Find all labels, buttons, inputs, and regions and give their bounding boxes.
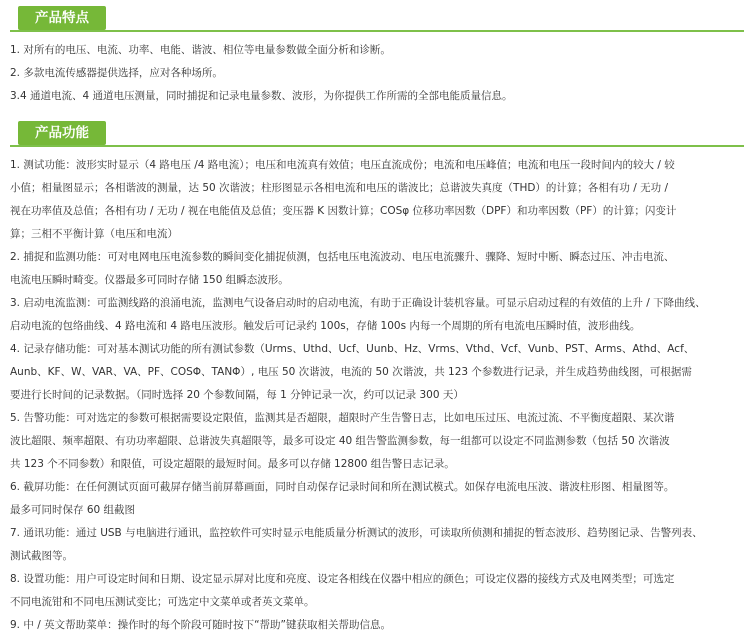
- function-line: 波比超限、频率超限、有功功率超限、总谐波失真超限等，最多可设定 40 组告警监测参数，每一组都可以设定不同监测参数（包括 50 次谐波: [10, 435, 670, 447]
- function-item-settings: [10, 568, 744, 614]
- function-line: 2. 捕捉和监测功能：可对电网电压电流参数的瞬间变化捕捉侦测，包括电压电流波动、电压电流骤升、骤降、短时中断、瞬态过压、冲击电流、: [10, 251, 675, 263]
- function-item-inrush: [10, 292, 744, 338]
- function-line: 共 123 个不同参数）和限值，可设定超限的最短时间。最多可以存储 12800 组告警日志记录。: [10, 458, 455, 470]
- functions-list: [10, 154, 744, 637]
- function-line: 4. 记录存储功能：可对基本测试功能的所有测试参数（Urms、Uthd、Ucf、Uunb、Hz、Vrms、Vthd、Vcf、Vunb、PST、Arms、Athd、Acf、: [10, 343, 695, 355]
- feature-item: 3.4 通道电流、4 通道电压测量，同时捕捉和记录电量参数、波形，为你提供工作所需的全部电能质量信息。: [10, 90, 513, 102]
- function-line: 1. 测试功能：波形实时显示（4 路电压 /4 路电流）；电压和电流真有效值；电压直流成份；电流和电压峰值；电流和电压一段时间内的较大 / 较: [10, 159, 675, 171]
- features-section-header: [10, 6, 744, 32]
- function-line: 算；三相不平衡计算（电压和电流）: [10, 228, 178, 240]
- function-line: 启动电流的包络曲线、4 路电流和 4 路电压波形。触发后可记录约 100s，存储 100s 内每一个周期的所有电流电压瞬时值，波形曲线。: [10, 320, 641, 332]
- function-item-help: [10, 614, 744, 637]
- features-title: 产品特点: [18, 6, 106, 30]
- function-line: 视在功率值及总值；各相有功 / 无功 / 视在电能值及总值；变压器 K 因数计算；COSφ 位移功率因数（DPF）和功率因数（PF）的计算；闪变计: [10, 205, 677, 217]
- function-line: Aunb、KF、W、VAR、VA、PF、COSΦ、TANΦ）, 电压 50 次谐波，电流的 50 次谐波，共 123 个参数进行记录，并生成趋势曲线图，可根据需: [10, 366, 692, 378]
- function-line: 小值；相量图显示；各相谐波的测量，达 50 次谐波；柱形图显示各相电流和电压的谐波比；总谐波失真度（THD）的计算；各相有功 / 无功 /: [10, 182, 669, 194]
- function-line: 7. 通讯功能：通过 USB 与电脑进行通讯，监控软件可实时显示电能质量分析测试的波形，可读取所侦测和捕捉的暂态波形、趋势图记录、告警列表、: [10, 527, 703, 539]
- function-line: 6. 截屏功能：在任何测试页面可截屏存储当前屏幕画面，同时自动保存记录时间和所在测试模式。如保存电流电压波、谐波柱形图、相量图等。: [10, 481, 675, 493]
- function-item-screenshot: [10, 476, 744, 522]
- function-line: 测试截图等。: [10, 550, 73, 562]
- function-line: 最多可同时保存 60 组截图: [10, 504, 136, 516]
- functions-title: 产品功能: [18, 121, 106, 145]
- feature-item: 1. 对所有的电压、电流、功率、电能、谐波、相位等电量参数做全面分析和诊断。: [10, 44, 391, 56]
- function-line: 不同电流钳和不同电压测试变比；可选定中文菜单或者英文菜单。: [10, 596, 315, 608]
- feature-item: 2. 多款电流传感器提供选择，应对各种场所。: [10, 67, 223, 79]
- function-item-communication: [10, 522, 744, 568]
- function-item-alarm: [10, 407, 744, 476]
- function-line: 8. 设置功能：用户可设定时间和日期、设定显示屏对比度和亮度、设定各相线在仪器中相应的颜色；可设定仪器的接线方式及电网类型；可选定: [10, 573, 675, 585]
- function-line: 3. 启动电流监测：可监测线路的浪涌电流，监测电气设备启动时的启动电流，有助于正确设计装机容量。可显示启动过程的有效值的上升 / 下降曲线、: [10, 297, 706, 309]
- function-line: 9. 中 / 英文帮助菜单：操作时的每个阶段可随时按下“帮助”键获取相关帮助信息。: [10, 619, 391, 631]
- function-line: 5. 告警功能：可对选定的参数可根据需要设定限值，监测其是否超限，超限时产生告警日志，比如电压过压、电流过流、不平衡度超限、某次谐: [10, 412, 675, 424]
- function-line: 电流电压瞬时畸变。仪器最多可同时存储 150 组瞬态波形。: [10, 274, 289, 286]
- function-item-logging: [10, 338, 744, 407]
- function-item-capture: [10, 246, 744, 292]
- features-list: [10, 39, 744, 108]
- functions-section-header: [10, 121, 744, 147]
- function-item-measurement: [10, 154, 744, 246]
- function-line: 要进行长时间的记录数据。（同时选择 20 个参数间隔，每 1 分钟记录一次，约可以记录 300 天）: [10, 389, 464, 401]
